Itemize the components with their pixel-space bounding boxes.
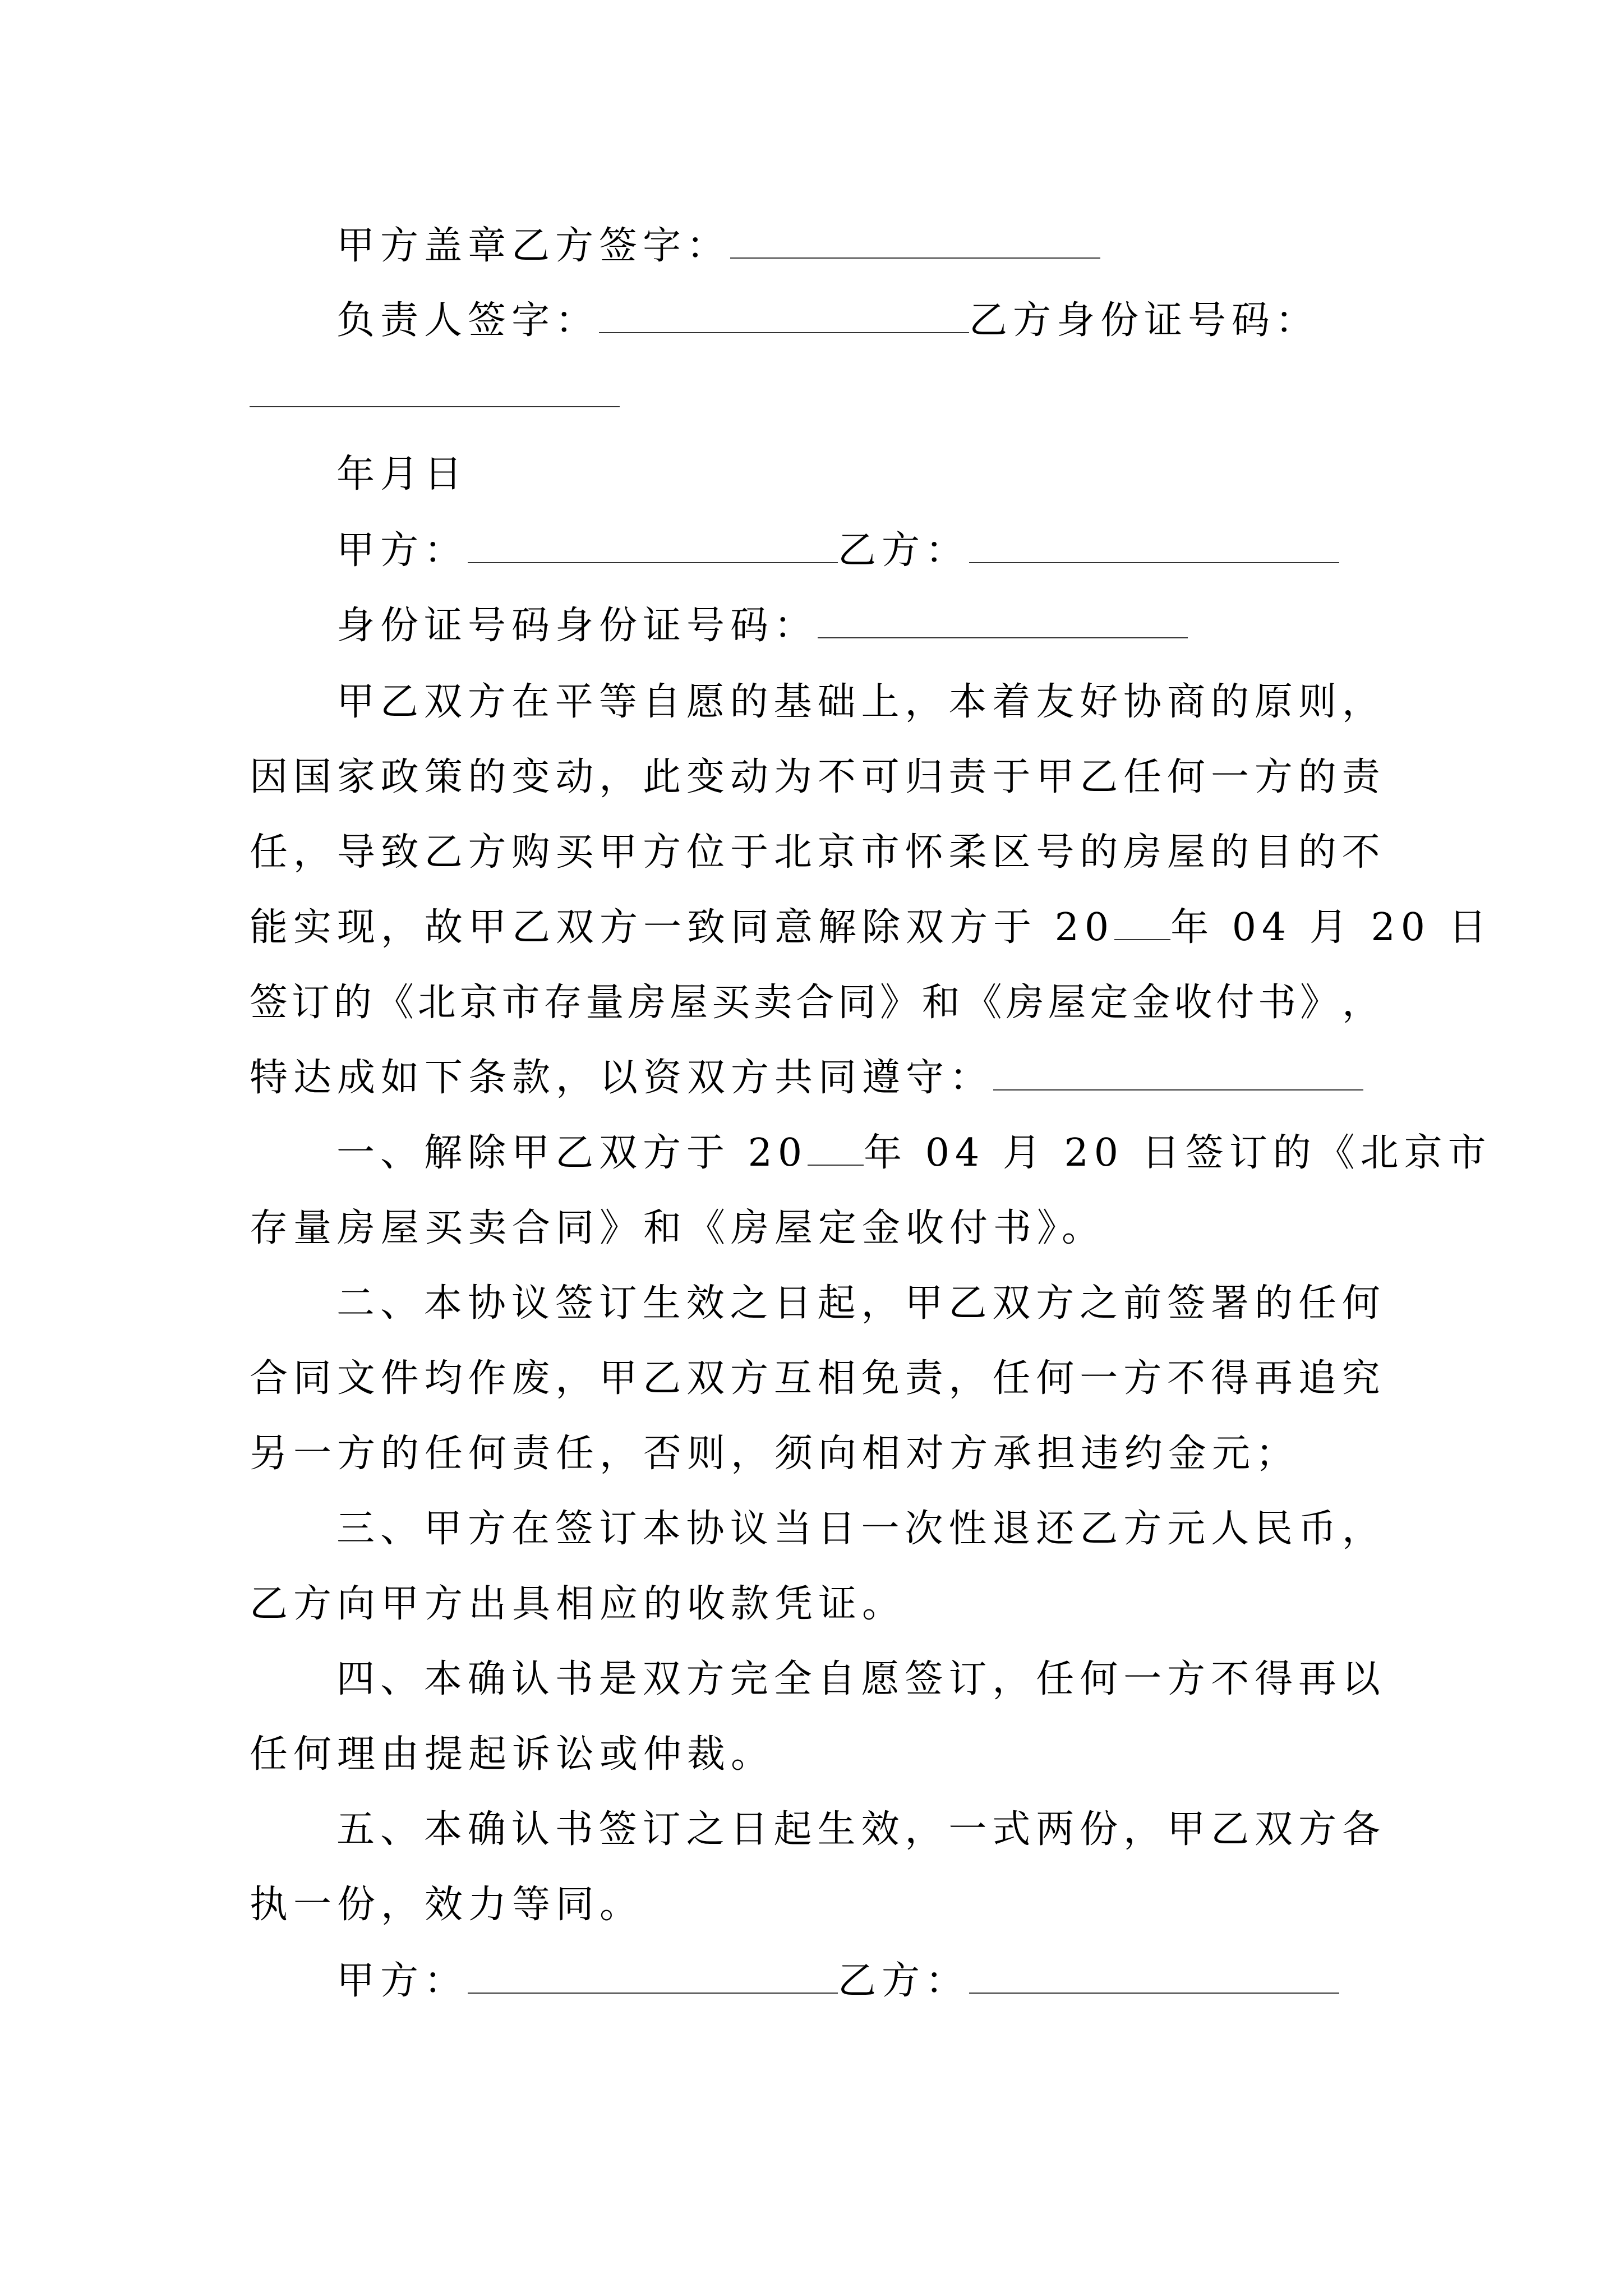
char: 房 bbox=[628, 981, 666, 1025]
char: 双 bbox=[686, 1356, 725, 1401]
char: 为 bbox=[773, 755, 812, 799]
char: 平 bbox=[555, 680, 593, 724]
char: 、 bbox=[380, 1507, 418, 1551]
paragraph-intro-line-3 bbox=[250, 830, 1380, 875]
char: 乙 bbox=[643, 1356, 681, 1401]
signature-line-party-a-seal bbox=[336, 224, 1100, 268]
char: 》 bbox=[1300, 981, 1339, 1025]
char: 位 bbox=[686, 830, 725, 875]
party-b-label: 乙方： bbox=[838, 528, 970, 573]
year-blank[interactable] bbox=[808, 1165, 864, 1166]
party-b-id-blank-line bbox=[250, 376, 620, 414]
char: 屋 bbox=[1048, 981, 1086, 1025]
char: 协 bbox=[467, 1281, 506, 1326]
char: 双 bbox=[992, 1281, 1031, 1326]
char: 之 bbox=[1080, 1281, 1118, 1326]
char: 不 bbox=[1341, 830, 1380, 875]
year-blank[interactable] bbox=[1114, 939, 1170, 940]
char: 上 bbox=[861, 680, 900, 724]
char: 任 bbox=[250, 830, 288, 875]
char: 自 bbox=[642, 680, 681, 724]
char: 日 bbox=[773, 1281, 812, 1326]
char: 本 bbox=[423, 1807, 462, 1852]
char: 北 bbox=[417, 981, 456, 1025]
char: 一 bbox=[1210, 755, 1249, 799]
char: 四 bbox=[336, 1657, 375, 1701]
char: 怀 bbox=[905, 830, 943, 875]
char: 二 bbox=[336, 1281, 375, 1326]
char: 追 bbox=[1298, 1356, 1336, 1401]
char: ， bbox=[1341, 981, 1380, 1025]
char: 的 bbox=[1255, 1281, 1293, 1326]
char: 币 bbox=[1298, 1507, 1336, 1551]
char: 何 bbox=[1167, 755, 1206, 799]
party-b-id-label: 乙方身份证号码： bbox=[969, 298, 1320, 343]
char: 致 bbox=[380, 830, 419, 875]
responsible-signature-blank[interactable] bbox=[599, 332, 969, 333]
char: 原 bbox=[1255, 680, 1293, 724]
char: 效 bbox=[686, 1281, 725, 1326]
char: 号 bbox=[1036, 830, 1075, 875]
char: 京 bbox=[459, 981, 498, 1025]
char: 认 bbox=[511, 1807, 550, 1852]
char: 同 bbox=[293, 1356, 331, 1401]
char: 责 bbox=[905, 1356, 943, 1401]
char: ， bbox=[905, 1807, 943, 1852]
char: 效 bbox=[861, 1807, 900, 1852]
char: 的 bbox=[333, 981, 372, 1025]
char: 双 bbox=[1255, 1807, 1293, 1852]
char: 乙 bbox=[1211, 1807, 1249, 1852]
char: 完 bbox=[730, 1657, 768, 1701]
char: 订 bbox=[642, 1807, 681, 1852]
char: 签 bbox=[598, 1807, 637, 1852]
char: 不 bbox=[817, 755, 856, 799]
char: 签 bbox=[555, 1507, 593, 1551]
char: 起 bbox=[817, 1281, 856, 1326]
clause-2-line-3: 另一方的任何责任，否则，须向相对方承担违约金元； bbox=[250, 1432, 1300, 1476]
char: 归 bbox=[905, 755, 943, 799]
char: 甲 bbox=[905, 1281, 943, 1326]
char: 着 bbox=[992, 680, 1031, 724]
char: 件 bbox=[380, 1356, 419, 1401]
char: 方 bbox=[1123, 1356, 1162, 1401]
char: 柔 bbox=[948, 830, 987, 875]
char: 两 bbox=[1036, 1807, 1075, 1852]
char: 签 bbox=[1167, 1281, 1206, 1326]
char: 等 bbox=[598, 680, 637, 724]
clause-5-line-2: 执一份，效力等同。 bbox=[250, 1883, 644, 1927]
char: 之 bbox=[686, 1807, 725, 1852]
char: 议 bbox=[511, 1281, 550, 1326]
char: 方 bbox=[467, 1507, 506, 1551]
char: 方 bbox=[1036, 1281, 1075, 1326]
clause-1-line-1 bbox=[336, 1131, 1492, 1175]
char: 一 bbox=[1080, 1356, 1118, 1401]
char: 的 bbox=[730, 680, 768, 724]
party-b-blank[interactable] bbox=[969, 562, 1339, 563]
char: 之 bbox=[730, 1281, 768, 1326]
char: 、 bbox=[380, 1281, 418, 1326]
party-b-signature-blank[interactable] bbox=[730, 257, 1100, 259]
char: 和 bbox=[921, 981, 960, 1025]
char: 本 bbox=[423, 1657, 462, 1701]
text-run: 年 04 月 20 日签订的《北京市 bbox=[864, 1131, 1492, 1175]
text-run: 年 04 月 20 日 bbox=[1170, 905, 1492, 950]
char: 基 bbox=[773, 680, 812, 724]
char: 乙 bbox=[1080, 1507, 1118, 1551]
char: 乙 bbox=[948, 1281, 987, 1326]
char: 是 bbox=[598, 1657, 637, 1701]
char: 屋 bbox=[1167, 830, 1206, 875]
paragraph-intro-line-4 bbox=[250, 905, 1492, 950]
paragraph-intro-line-6 bbox=[250, 1056, 1363, 1100]
clause-3-line-1 bbox=[336, 1507, 1380, 1551]
char: 于 bbox=[730, 830, 768, 875]
char: 收 bbox=[1174, 981, 1212, 1025]
char: 签 bbox=[905, 1657, 943, 1701]
char: 免 bbox=[861, 1356, 900, 1401]
char: 本 bbox=[948, 680, 987, 724]
char: 前 bbox=[1123, 1281, 1162, 1326]
char: ， bbox=[992, 1657, 1031, 1701]
char: 可 bbox=[861, 755, 900, 799]
char: 双 bbox=[423, 680, 462, 724]
char: ， bbox=[1341, 680, 1380, 724]
char: 五 bbox=[336, 1807, 375, 1852]
char: 房 bbox=[1123, 830, 1162, 875]
clause-2-line-2 bbox=[250, 1356, 1380, 1401]
char: 、 bbox=[380, 1657, 418, 1701]
char: 的 bbox=[1211, 680, 1249, 724]
char: 乙 bbox=[424, 830, 463, 875]
char: 因 bbox=[250, 755, 288, 799]
char: ， bbox=[293, 830, 331, 875]
char: 北 bbox=[773, 830, 812, 875]
char: 方 bbox=[1167, 1657, 1206, 1701]
char: 甲 bbox=[423, 1507, 462, 1551]
char: 、 bbox=[380, 1807, 418, 1852]
char: 的 bbox=[1298, 755, 1336, 799]
char: 买 bbox=[555, 830, 594, 875]
char: 量 bbox=[585, 981, 624, 1025]
char: 的 bbox=[1298, 830, 1336, 875]
signature-line-responsible bbox=[336, 298, 1320, 343]
char: ， bbox=[905, 680, 943, 724]
char: 策 bbox=[424, 755, 463, 799]
char: 《 bbox=[375, 981, 414, 1025]
char: 国 bbox=[293, 755, 331, 799]
clause-5-line-1 bbox=[336, 1807, 1380, 1852]
char: 不 bbox=[1211, 1657, 1249, 1701]
char: 生 bbox=[817, 1807, 856, 1852]
party-a-label: 甲方： bbox=[336, 1959, 468, 2003]
char: 方 bbox=[1123, 1507, 1162, 1551]
char: 》 bbox=[879, 981, 918, 1025]
char: 民 bbox=[1255, 1507, 1293, 1551]
char: 任 bbox=[1123, 755, 1162, 799]
char: 友 bbox=[1036, 680, 1075, 724]
char: 文 bbox=[336, 1356, 375, 1401]
char: 任 bbox=[1298, 1281, 1336, 1326]
char: 当 bbox=[773, 1507, 812, 1551]
char: 此 bbox=[643, 755, 681, 799]
char: 协 bbox=[1123, 680, 1162, 724]
char: 则 bbox=[1298, 680, 1336, 724]
char: 以 bbox=[1341, 1657, 1380, 1701]
char: 甲 bbox=[599, 1356, 638, 1401]
party-a-blank[interactable] bbox=[468, 562, 838, 563]
char: 方 bbox=[686, 1657, 725, 1701]
id-numbers-label: 身份证号码身份证号码： bbox=[336, 604, 818, 648]
char: 署 bbox=[1211, 1281, 1249, 1326]
text-run: 一、解除甲乙双方于 20 bbox=[336, 1131, 808, 1175]
char: 金 bbox=[1132, 981, 1170, 1025]
char: 导 bbox=[336, 830, 375, 875]
char: 购 bbox=[511, 830, 550, 875]
closing-parties-line bbox=[336, 1959, 1339, 2003]
char: 甲 bbox=[599, 830, 638, 875]
char: 一 bbox=[1123, 1657, 1162, 1701]
char: 认 bbox=[511, 1657, 550, 1701]
char: 商 bbox=[1167, 680, 1206, 724]
char: 自 bbox=[817, 1657, 856, 1701]
char: 方 bbox=[1298, 1807, 1336, 1852]
text-run: 特达成如下条款，以资双方共同遵守： bbox=[250, 1056, 994, 1100]
char: 买 bbox=[712, 981, 750, 1025]
party-b-id-blank[interactable] bbox=[250, 406, 620, 407]
char: 甲 bbox=[336, 680, 375, 724]
char: 三 bbox=[336, 1507, 375, 1551]
char: 政 bbox=[380, 755, 419, 799]
char: 订 bbox=[291, 981, 330, 1025]
char: 书 bbox=[555, 1807, 593, 1852]
char: 方 bbox=[468, 830, 506, 875]
char: 责 bbox=[948, 755, 987, 799]
char: 方 bbox=[1254, 755, 1293, 799]
char: 退 bbox=[992, 1507, 1031, 1551]
char: 元 bbox=[1167, 1507, 1206, 1551]
char: 订 bbox=[598, 1281, 637, 1326]
paragraph-intro-line-2 bbox=[250, 755, 1380, 799]
char: 得 bbox=[1255, 1657, 1293, 1701]
char: 愿 bbox=[861, 1657, 900, 1701]
char: 甲 bbox=[1036, 755, 1075, 799]
char: 何 bbox=[1036, 1356, 1075, 1401]
char: 家 bbox=[336, 755, 375, 799]
char: 存 bbox=[543, 981, 582, 1025]
char: 签 bbox=[250, 981, 288, 1025]
char: 于 bbox=[992, 755, 1031, 799]
char: 定 bbox=[1090, 981, 1128, 1025]
char: 动 bbox=[730, 755, 768, 799]
char: 屋 bbox=[670, 981, 708, 1025]
char: ， bbox=[1341, 1507, 1380, 1551]
party-a-label: 甲方： bbox=[336, 528, 468, 573]
party-b-label: 乙方： bbox=[838, 1959, 970, 2003]
char: 愿 bbox=[686, 680, 725, 724]
char: 协 bbox=[686, 1507, 725, 1551]
char: 日 bbox=[817, 1507, 856, 1551]
char: 的 bbox=[1080, 830, 1118, 875]
char: 订 bbox=[598, 1507, 637, 1551]
char: 全 bbox=[773, 1657, 812, 1701]
paragraph-intro-line-5 bbox=[250, 981, 1380, 1025]
char: 确 bbox=[467, 1807, 506, 1852]
char: 的 bbox=[468, 755, 506, 799]
char: ， bbox=[1123, 1807, 1162, 1852]
char: 式 bbox=[992, 1807, 1031, 1852]
clause-3-line-2: 乙方向甲方出具相应的收款凭证。 bbox=[250, 1582, 906, 1626]
char: ， bbox=[599, 755, 638, 799]
char: 各 bbox=[1341, 1807, 1380, 1852]
char: 础 bbox=[817, 680, 856, 724]
char: 甲 bbox=[1167, 1807, 1206, 1852]
party-a-blank[interactable] bbox=[468, 1993, 838, 1994]
char: 卖 bbox=[754, 981, 792, 1025]
char: 双 bbox=[642, 1657, 681, 1701]
char: 责 bbox=[1341, 755, 1380, 799]
char: 《 bbox=[963, 981, 1002, 1025]
char: 在 bbox=[511, 680, 550, 724]
char: 任 bbox=[992, 1356, 1031, 1401]
paragraph-intro-line-1 bbox=[336, 680, 1380, 724]
char: 好 bbox=[1080, 680, 1118, 724]
char: 生 bbox=[642, 1281, 681, 1326]
char: 不 bbox=[1167, 1356, 1206, 1401]
char: 本 bbox=[642, 1507, 681, 1551]
terms-blank[interactable] bbox=[993, 1089, 1363, 1091]
char: 还 bbox=[1036, 1507, 1075, 1551]
char: 人 bbox=[1211, 1507, 1249, 1551]
char: 废 bbox=[511, 1356, 550, 1401]
char: 相 bbox=[817, 1356, 856, 1401]
char: 本 bbox=[423, 1281, 462, 1326]
char: 的 bbox=[1210, 830, 1249, 875]
clause-4-line-1 bbox=[336, 1657, 1380, 1701]
char: 京 bbox=[817, 830, 856, 875]
clause-2-line-1 bbox=[336, 1281, 1380, 1326]
char: 何 bbox=[1341, 1281, 1380, 1326]
char: 乙 bbox=[380, 680, 418, 724]
char: ， bbox=[861, 1281, 900, 1326]
char: 变 bbox=[511, 755, 550, 799]
char: 签 bbox=[555, 1281, 593, 1326]
char: 议 bbox=[730, 1507, 768, 1551]
char: 起 bbox=[773, 1807, 812, 1852]
char: 方 bbox=[467, 680, 506, 724]
char: 目 bbox=[1254, 830, 1293, 875]
char: 均 bbox=[424, 1356, 463, 1401]
char: 区 bbox=[992, 830, 1031, 875]
char: 合 bbox=[795, 981, 834, 1025]
char: 订 bbox=[948, 1657, 987, 1701]
char: 互 bbox=[773, 1356, 812, 1401]
char: ， bbox=[948, 1356, 987, 1401]
responsible-signature-label: 负责人签字： bbox=[336, 298, 600, 343]
char: ， bbox=[555, 1356, 594, 1401]
char: 确 bbox=[467, 1657, 506, 1701]
char: 在 bbox=[511, 1507, 550, 1551]
char: 再 bbox=[1298, 1657, 1336, 1701]
char: 同 bbox=[837, 981, 876, 1025]
char: 性 bbox=[948, 1507, 987, 1551]
date-line: 年月日 bbox=[336, 452, 468, 496]
char: 次 bbox=[905, 1507, 943, 1551]
char: 付 bbox=[1216, 981, 1255, 1025]
clause-4-line-2: 任何理由提起诉讼或仲裁。 bbox=[250, 1732, 775, 1777]
party-a-seal-label: 甲方盖章乙方签字： bbox=[336, 224, 731, 268]
char: 日 bbox=[730, 1807, 768, 1852]
char: 方 bbox=[643, 830, 681, 875]
char: 一 bbox=[861, 1507, 900, 1551]
char: 动 bbox=[555, 755, 594, 799]
char: 究 bbox=[1341, 1356, 1380, 1401]
char: 得 bbox=[1210, 1356, 1249, 1401]
char: 变 bbox=[686, 755, 725, 799]
char: 市 bbox=[861, 830, 900, 875]
char: 任 bbox=[1036, 1657, 1075, 1701]
party-b-blank[interactable] bbox=[969, 1993, 1339, 1994]
id-numbers-line bbox=[336, 604, 1188, 648]
char: 何 bbox=[1080, 1657, 1118, 1701]
char: 房 bbox=[1006, 981, 1044, 1025]
char: 方 bbox=[730, 1356, 768, 1401]
char: 书 bbox=[555, 1657, 593, 1701]
char: 一 bbox=[948, 1807, 987, 1852]
clause-1-line-2: 存量房屋买卖合同》和《房屋定金收付书》。 bbox=[250, 1206, 1106, 1250]
char: 市 bbox=[501, 981, 540, 1025]
char: 合 bbox=[250, 1356, 288, 1401]
text-run: 能实现，故甲乙双方一致同意解除双方于 20 bbox=[250, 905, 1115, 950]
char: 作 bbox=[468, 1356, 506, 1401]
id-number-blank[interactable] bbox=[818, 637, 1188, 638]
char: 书 bbox=[1258, 981, 1297, 1025]
char: 再 bbox=[1254, 1356, 1293, 1401]
parties-line bbox=[336, 528, 1339, 573]
char: 乙 bbox=[1080, 755, 1118, 799]
char: 份 bbox=[1080, 1807, 1118, 1852]
